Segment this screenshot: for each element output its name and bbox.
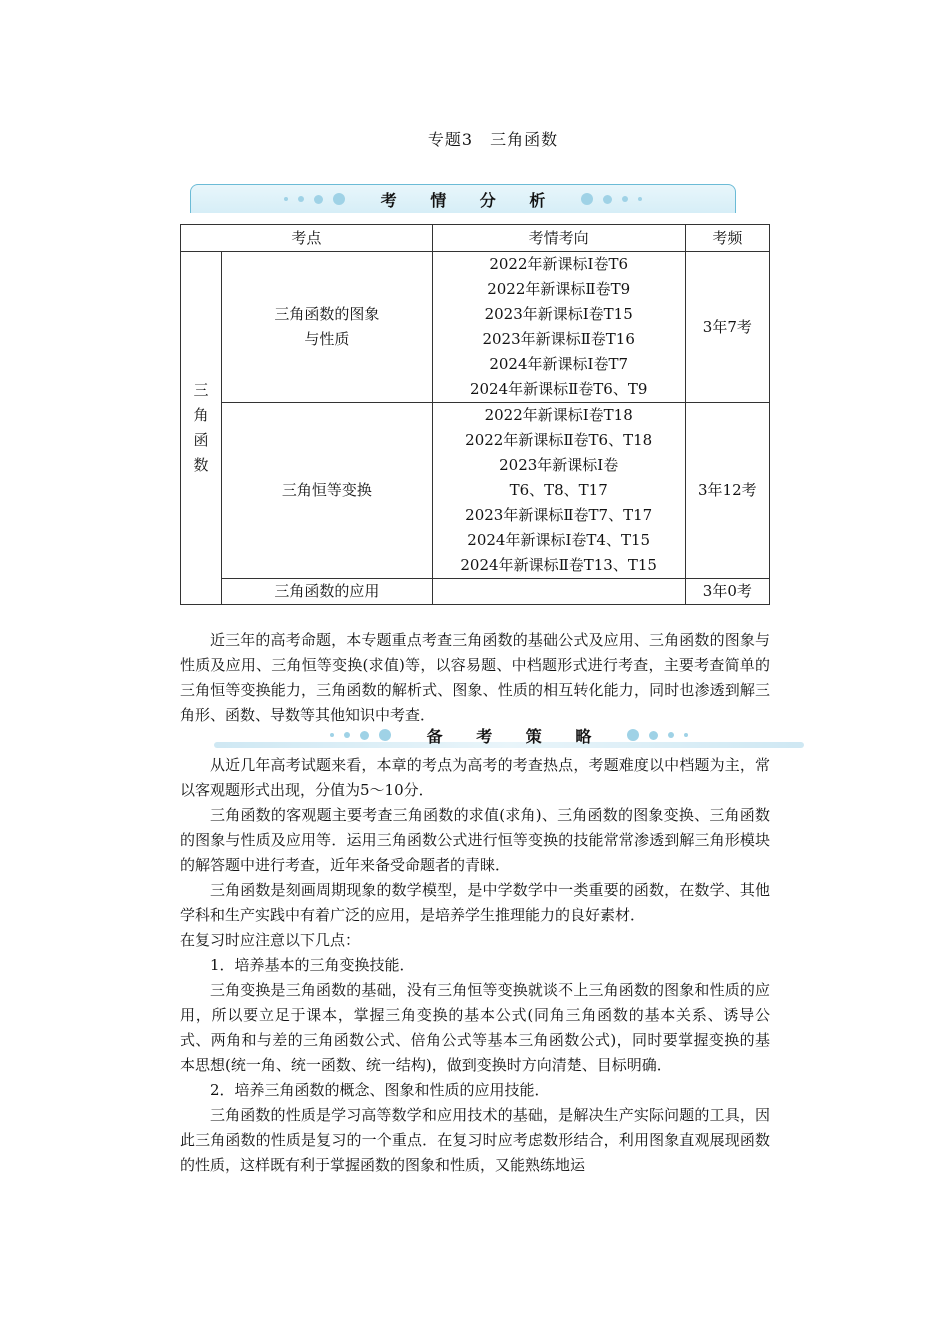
topic-line: 与性质 bbox=[304, 330, 350, 348]
topic-cell bbox=[222, 252, 433, 403]
decor-dots-left bbox=[330, 729, 391, 741]
direction-item: 2022年新课标Ⅰ卷T6 bbox=[489, 255, 628, 273]
point-heading: 2．培养三角函数的概念、图象和性质的应用技能． bbox=[210, 1081, 550, 1099]
direction-item: T6、T8、T17 bbox=[509, 481, 608, 499]
table-header-row bbox=[181, 225, 770, 252]
analysis-paragraph: 近三年的高考命题，本专题重点考查三角函数的基础公式及应用、三角函数的图象与性质及应用、三角恒等变换(求值)等，以容易题、中档题形式进行考查，主要考查简单的三角恒等变换能力，三角函数的解析式、图象、性质的相互转化能力，同时也渗透到解三角形、函数、导数等其他知识中考查． bbox=[180, 631, 770, 724]
topic-cell bbox=[222, 579, 433, 605]
direction-item: 2022年新课标Ⅰ卷T18 bbox=[484, 406, 633, 424]
strategy-body bbox=[180, 753, 770, 1178]
direction-item: 2023年新课标Ⅱ卷T16 bbox=[482, 330, 635, 348]
direction-item: 2023年新课标Ⅰ卷T15 bbox=[484, 305, 633, 323]
topic-line: 三角恒等变换 bbox=[281, 481, 372, 499]
point-body: 三角函数的性质是学习高等数学和应用技术的基础，是解决生产实际问题的工具，因此三角函数的性质是复习的一个重点．在复习时应考虑数形结合，利用图象直观展现函数的性质，这样既有利于掌握函数的图象和性质，又能熟练地运 bbox=[180, 1106, 770, 1174]
direction-item: 2022年新课标Ⅱ卷T6、T18 bbox=[465, 431, 653, 449]
table-row bbox=[181, 403, 770, 579]
direction-item: 2024年新课标Ⅰ卷T7 bbox=[489, 355, 628, 373]
section-title-analysis: 考 情 分 析 bbox=[380, 190, 560, 210]
category-char: 角 bbox=[193, 406, 209, 424]
direction-item: 2024年新课标Ⅰ卷T4、T15 bbox=[467, 531, 651, 549]
frequency-cell: 3年7考 bbox=[685, 252, 769, 403]
strategy-paragraph: 从近几年高考试题来看，本章的考点为高考的考查热点，考题难度以中档题为主，常以客观题形式出现，分值为5～10分． bbox=[180, 756, 770, 799]
category-char: 三 bbox=[193, 381, 209, 399]
direction-cell bbox=[432, 403, 685, 579]
direction-item: 2024年新课标Ⅱ卷T13、T15 bbox=[460, 556, 657, 574]
direction-item: 2024年新课标Ⅱ卷T6、T9 bbox=[469, 380, 648, 398]
direction-cell bbox=[432, 252, 685, 403]
decor-dots-right bbox=[581, 193, 642, 205]
exam-analysis-table bbox=[180, 224, 770, 605]
direction-item: 2023年新课标Ⅱ卷T7、T17 bbox=[465, 506, 653, 524]
section-title-strategy: 备 考 策 略 bbox=[426, 726, 606, 746]
category-char: 数 bbox=[193, 456, 209, 474]
decor-dots-left bbox=[284, 193, 345, 205]
table-row bbox=[181, 579, 770, 605]
topic-line: 三角函数的图象 bbox=[274, 305, 380, 323]
header-direction: 考情考向 bbox=[432, 225, 685, 252]
frequency-cell: 3年12考 bbox=[685, 403, 769, 579]
topic-line: 三角函数的应用 bbox=[274, 582, 380, 600]
strategy-paragraph: 三角函数是刻画周期现象的数学模型，是中学数学中一类重要的函数，在数学、其他学科和生产实践中有着广泛的应用，是培养学生推理能力的良好素材． bbox=[180, 881, 770, 924]
point-body: 三角变换是三角函数的基础，没有三角恒等变换就谈不上三角函数的图象和性质的应用，所以要立足于课本，掌握三角变换的基本公式(同角三角函数的基本关系、诱导公式、两角和与差的三角函数公式、倍角公式等基本三角函数公式)，同时要掌握变换的基本思想(统一角、统一函数、统一结构)，做到变换时方向清楚、目标明确． bbox=[180, 981, 770, 1074]
strategy-paragraph: 三角函数的客观题主要考查三角函数的求值(求角)、三角函数的图象变换、三角函数的图象与性质及应用等．运用三角函数公式进行恒等变换的技能常常渗透到解三角形模块的解答题中进行考查，近年来备受命题者的青睐． bbox=[180, 806, 770, 874]
header-topic: 考点 bbox=[181, 225, 433, 252]
review-intro: 在复习时应注意以下几点： bbox=[180, 931, 361, 949]
table-row bbox=[181, 252, 770, 403]
category-cell bbox=[181, 252, 222, 605]
page-title: 专题3 三角函数 bbox=[427, 130, 559, 149]
section-banner-strategy bbox=[214, 722, 804, 748]
frequency-cell: 3年0考 bbox=[685, 579, 769, 605]
direction-item: 2022年新课标Ⅱ卷T9 bbox=[487, 280, 631, 298]
decor-dots-right bbox=[627, 729, 688, 741]
header-frequency: 考频 bbox=[685, 225, 769, 252]
direction-cell bbox=[432, 579, 685, 605]
point-heading: 1．培养基本的三角变换技能． bbox=[210, 956, 415, 974]
section-banner-analysis bbox=[190, 184, 736, 213]
direction-item: 2023年新课标Ⅰ卷 bbox=[499, 456, 619, 474]
category-char: 函 bbox=[193, 431, 209, 449]
topic-cell bbox=[222, 403, 433, 579]
